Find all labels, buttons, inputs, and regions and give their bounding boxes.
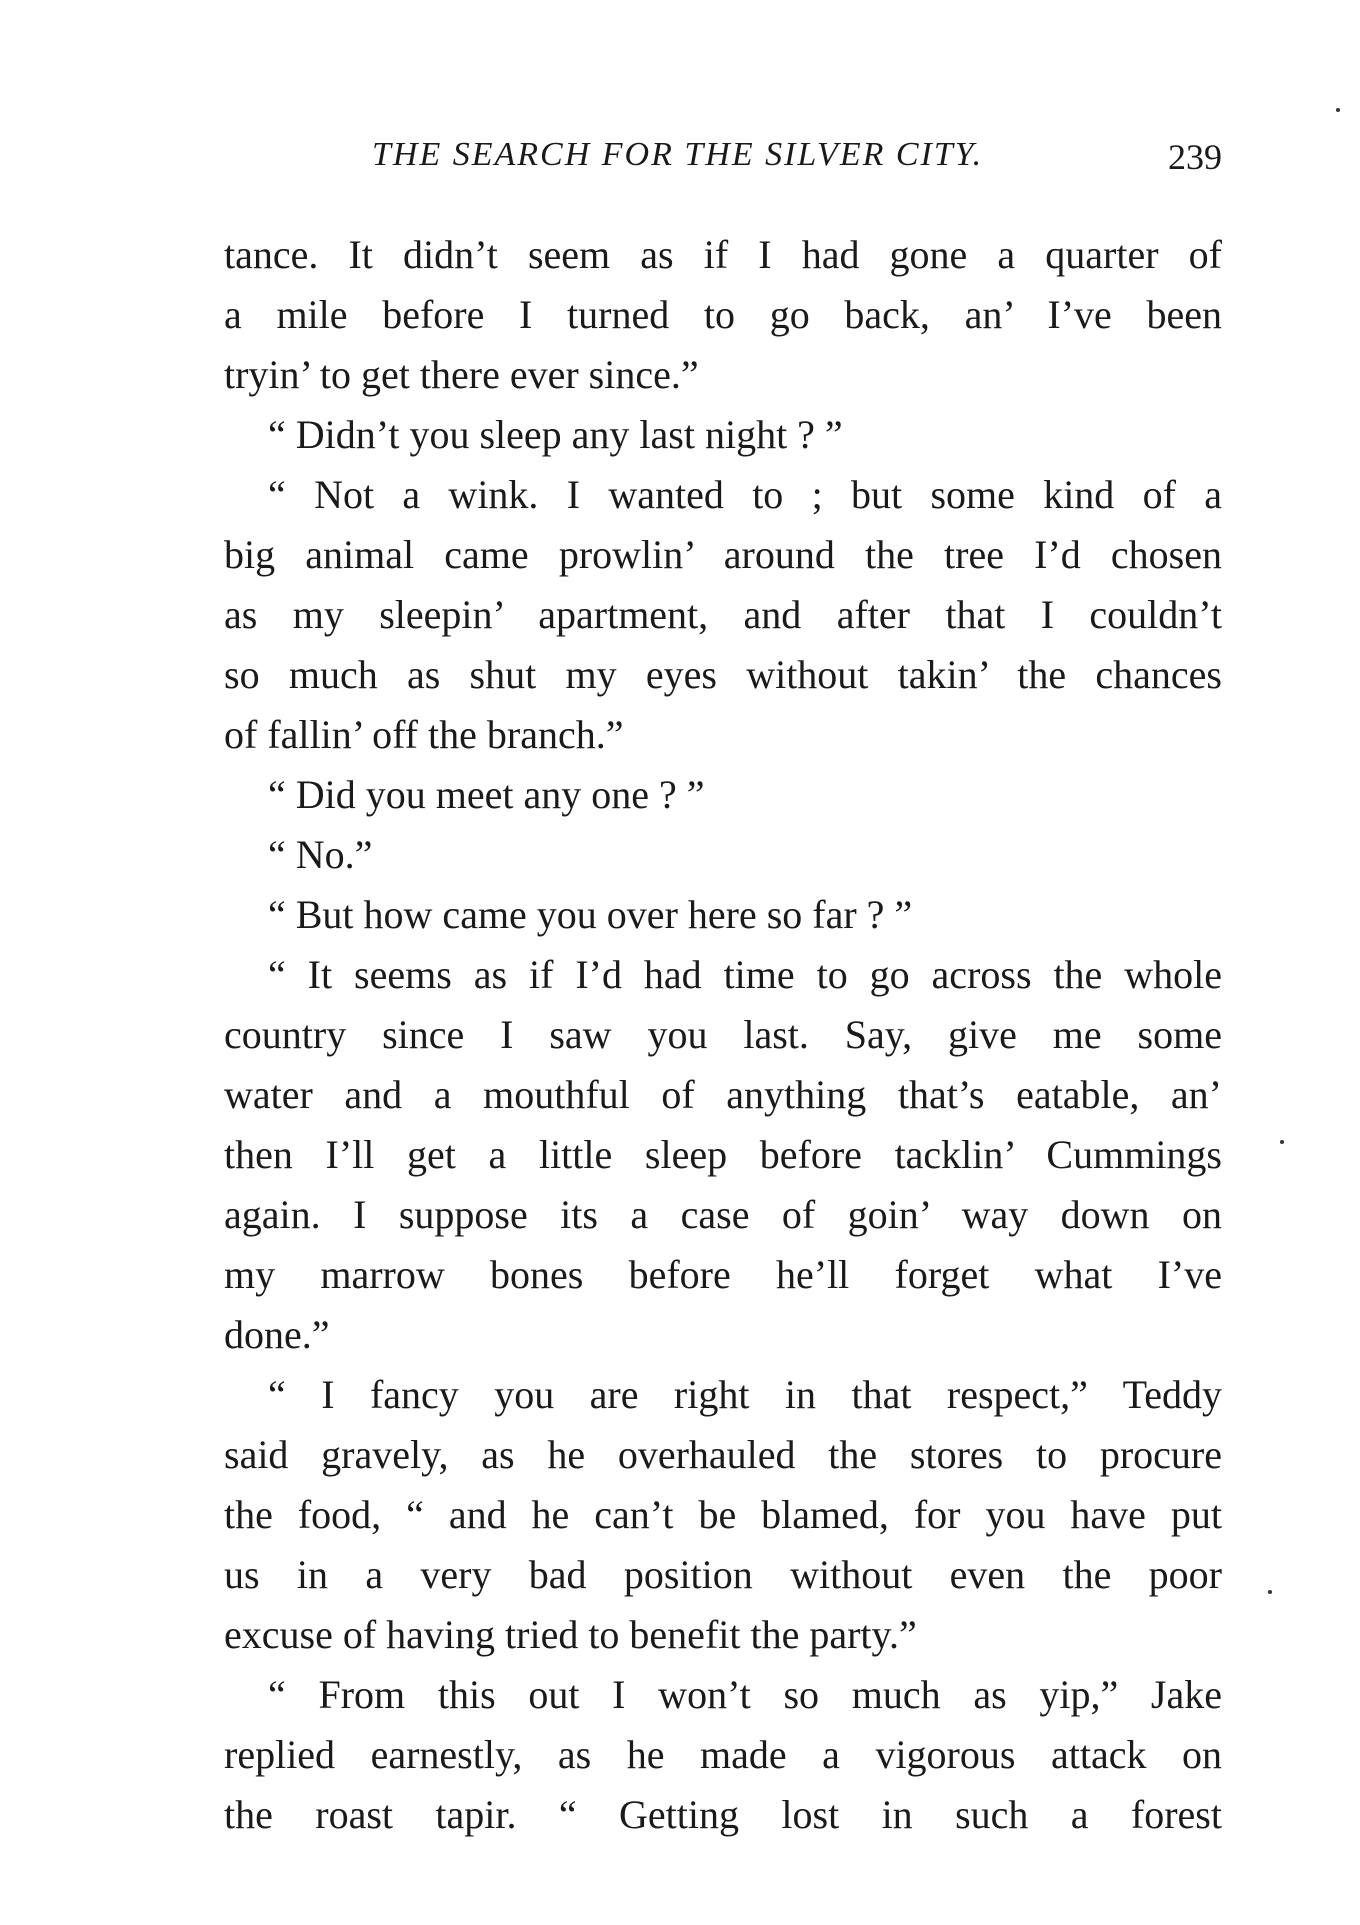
text-line: big animal came prowlin’ around the tree I’d chosen [224, 532, 1222, 577]
text-line: said gravely, as he overhauled the stores to procure [224, 1432, 1222, 1477]
text-line: so much as shut my eyes without takin’ the chances [224, 652, 1222, 697]
running-title: THE SEARCH FOR THE SILVER CITY. [372, 136, 984, 173]
text-line: “ I fancy you are right in that respect,” Teddy [268, 1372, 1222, 1417]
scan-speck [1280, 1140, 1284, 1144]
text-line: as my sleepin’ apartment, and after that I couldn’t [224, 592, 1222, 637]
text-line: “ Did you meet any one ? ” [268, 772, 705, 817]
text-line: tryin’ to get there ever since.” [224, 352, 699, 397]
page-number: 239 [1168, 137, 1222, 177]
text-line: “ Didn’t you sleep any last night ? ” [268, 412, 843, 457]
text-line: again. I suppose its a case of goin’ way down on [224, 1192, 1222, 1237]
body-text [224, 225, 1222, 1845]
running-head [224, 136, 1222, 186]
text-line: “ No.” [268, 832, 373, 877]
text-line: water and a mouthful of anything that’s eatable, an’ [224, 1072, 1222, 1117]
text-line: my marrow bones before he’ll forget what I’ve [224, 1252, 1222, 1297]
text-line: “ Not a wink. I wanted to ; but some kind of a [268, 472, 1222, 517]
text-line: a mile before I turned to go back, an’ I’ve been [224, 292, 1222, 337]
text-line: “ From this out I won’t so much as yip,” Jake [268, 1672, 1222, 1717]
text-line: “ It seems as if I’d had time to go across the whole [268, 952, 1222, 997]
text-line: then I’ll get a little sleep before tacklin’ Cummings [224, 1132, 1222, 1177]
text-line: country since I saw you last. Say, give me some [224, 1012, 1222, 1057]
text-line: of fallin’ off the branch.” [224, 712, 624, 757]
text-line: excuse of having tried to benefit the party.” [224, 1612, 917, 1657]
text-line: the roast tapir. “ Getting lost in such a forest [224, 1792, 1222, 1837]
scan-speck [1336, 108, 1340, 112]
text-line: tance. It didn’t seem as if I had gone a quarter of [224, 232, 1222, 277]
text-line: done.” [224, 1312, 330, 1357]
text-line: us in a very bad position without even the poor [224, 1552, 1222, 1597]
text-line: “ But how came you over here so far ? ” [268, 892, 913, 937]
text-line: the food, “ and he can’t be blamed, for you have put [224, 1492, 1222, 1537]
scan-speck [1268, 1590, 1272, 1594]
text-line: replied earnestly, as he made a vigorous attack on [224, 1732, 1222, 1777]
